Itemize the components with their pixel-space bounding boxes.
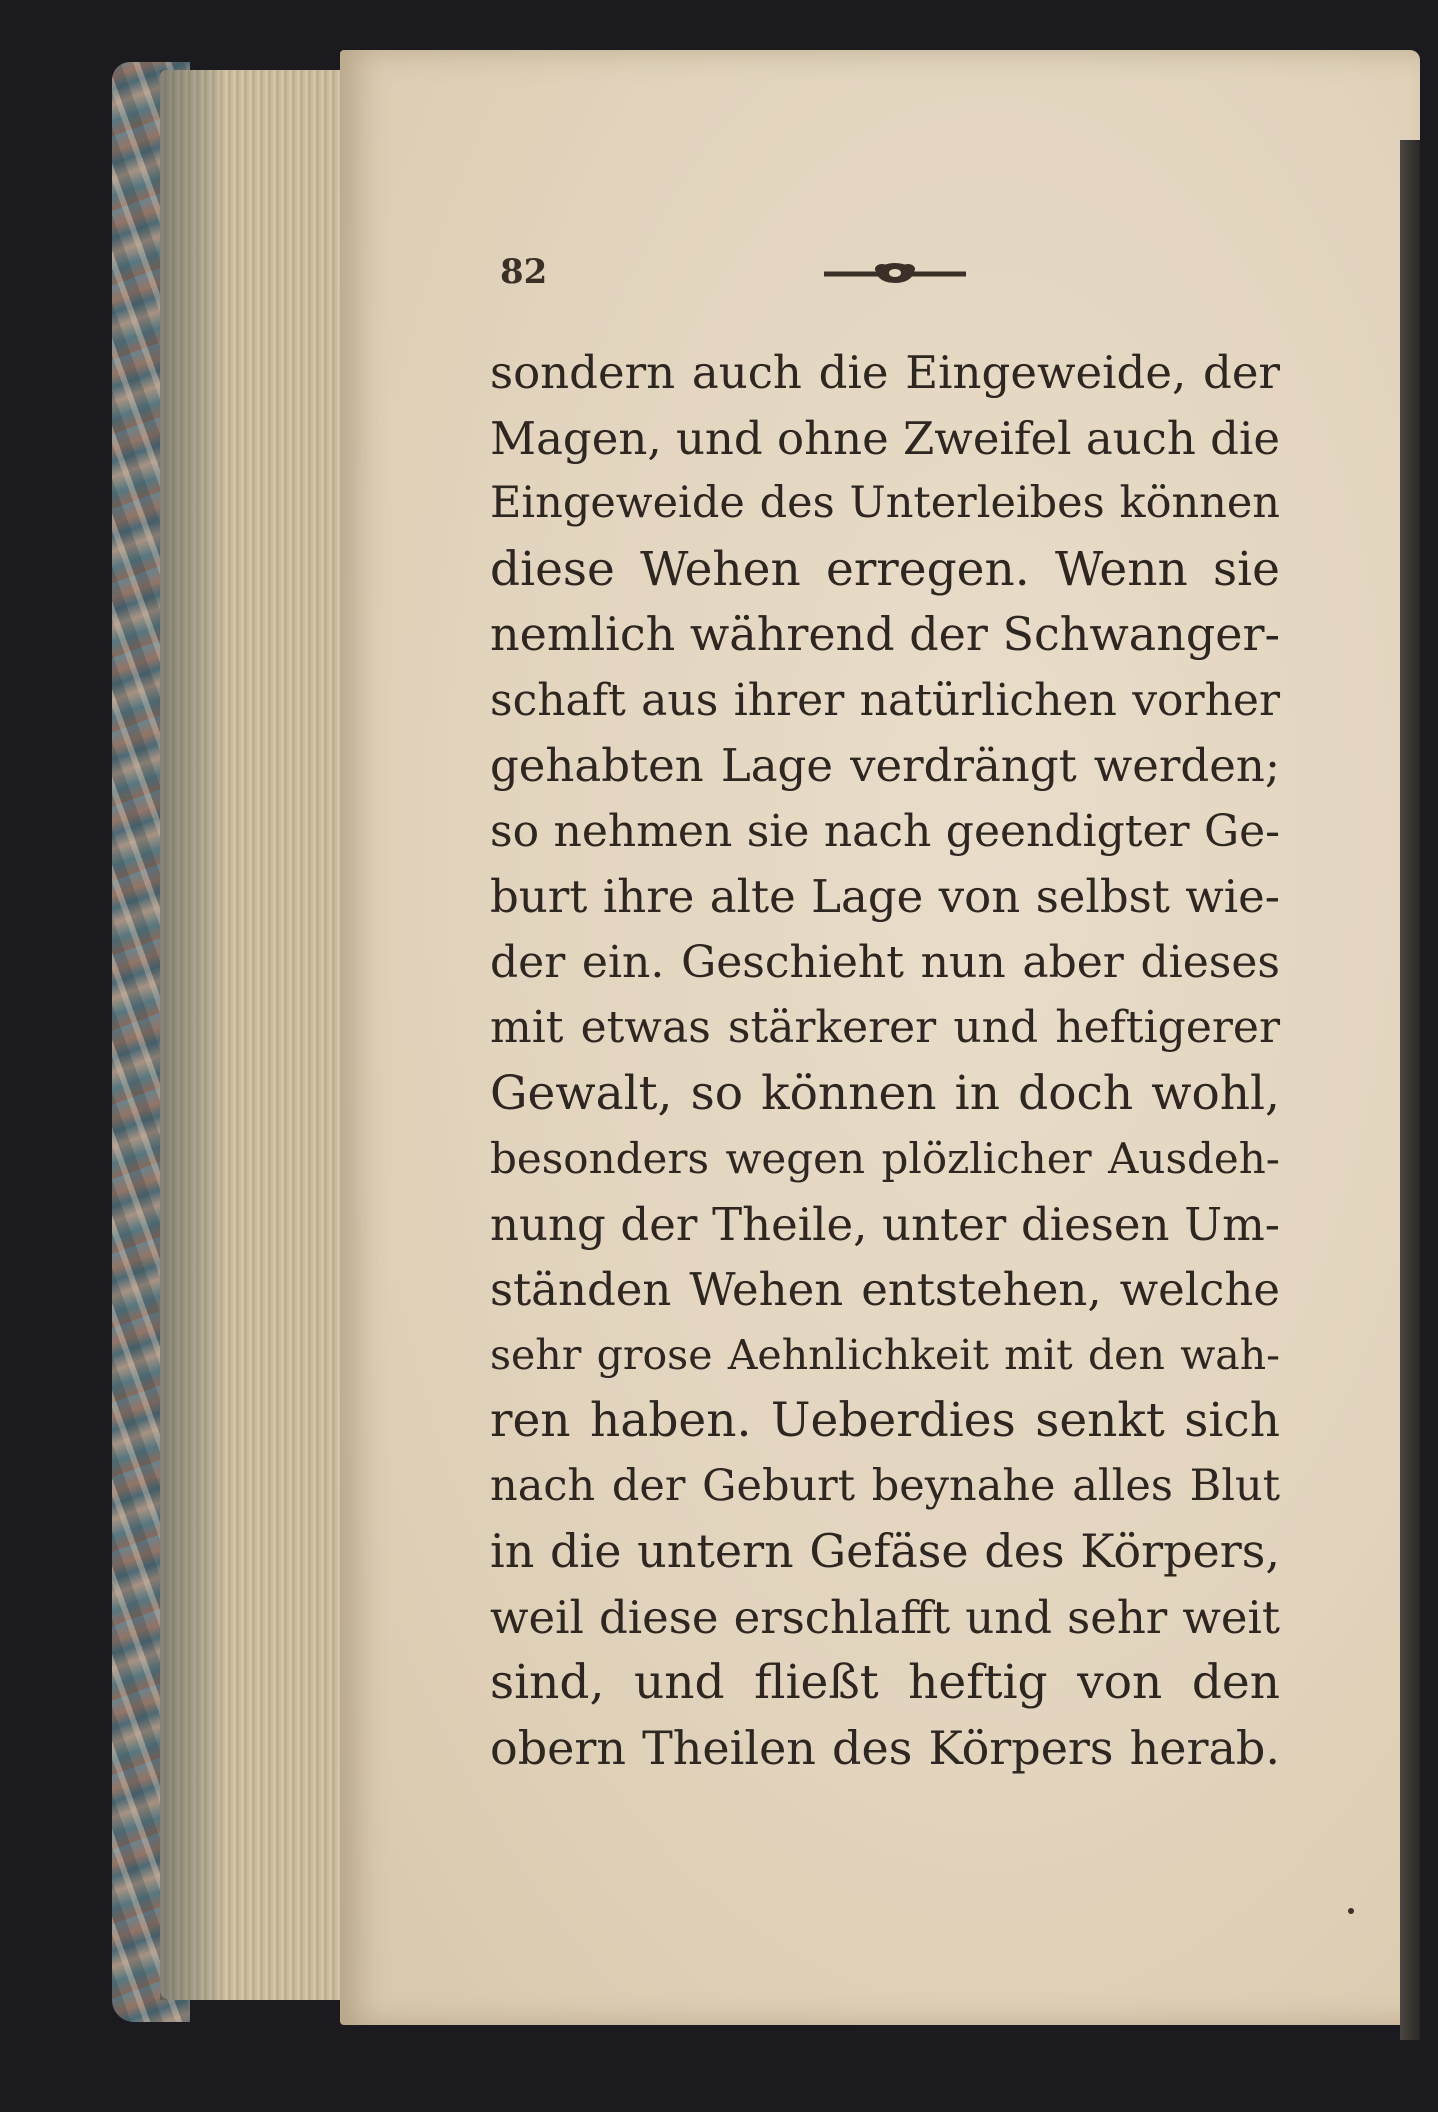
ornament-icon (820, 260, 970, 286)
text-line: sind, und fließt heftig von den (490, 1655, 1280, 1710)
text-line: nemlich während der Schwanger- (490, 607, 1281, 661)
text-line: sondern auch die Eingeweide, der (490, 346, 1280, 399)
page-stack-edge (160, 70, 350, 2000)
text-line: burt ihre alte Lage von selbst wie- (490, 870, 1280, 923)
text-line: weil diese erschlafft und sehr weit (490, 1590, 1280, 1644)
text-line: der ein. Geschieht nun aber dieses (490, 936, 1280, 988)
page-body-text (490, 340, 1280, 1781)
text-line: sehr grose Aehnlichkeit mit den wah- (490, 1330, 1280, 1379)
text-line: diese Wehen erregen. Wenn sie (490, 541, 1280, 597)
text-line: Eingeweide des Unterleibes können (490, 478, 1280, 528)
text-line: ständen Wehen entstehen, welche (490, 1263, 1280, 1316)
text-line: Gewalt, so können in doch wohl, (490, 1065, 1280, 1121)
text-line: gehabten Lage verdrängt werden; (490, 739, 1280, 792)
facing-page-edge (1400, 140, 1420, 2040)
text-line: obern Theilen des Körpers herab. (490, 1720, 1280, 1775)
text-line: ren haben. Ueberdies senkt sich (490, 1393, 1280, 1448)
paper-speck (1348, 1908, 1354, 1914)
text-line: nung der Theile, unter diesen Um- (490, 1197, 1280, 1251)
text-line: nach der Geburt beynahe alles Blut (490, 1460, 1280, 1511)
text-line: besonders wegen plözlicher Ausdeh- (490, 1134, 1280, 1183)
text-line: schaft aus ihrer natürlichen vorher (490, 674, 1280, 726)
page-number: 82 (500, 252, 548, 292)
text-line: mit etwas stärkerer und heftigerer (490, 1002, 1280, 1053)
text-line: Magen, und ohne Zweifel auch die (490, 411, 1280, 465)
text-line: in die untern Gefäse des Körpers, (490, 1524, 1280, 1578)
page-header (500, 252, 1300, 302)
text-line: so nehmen sie nach geendigter Ge- (490, 805, 1280, 857)
